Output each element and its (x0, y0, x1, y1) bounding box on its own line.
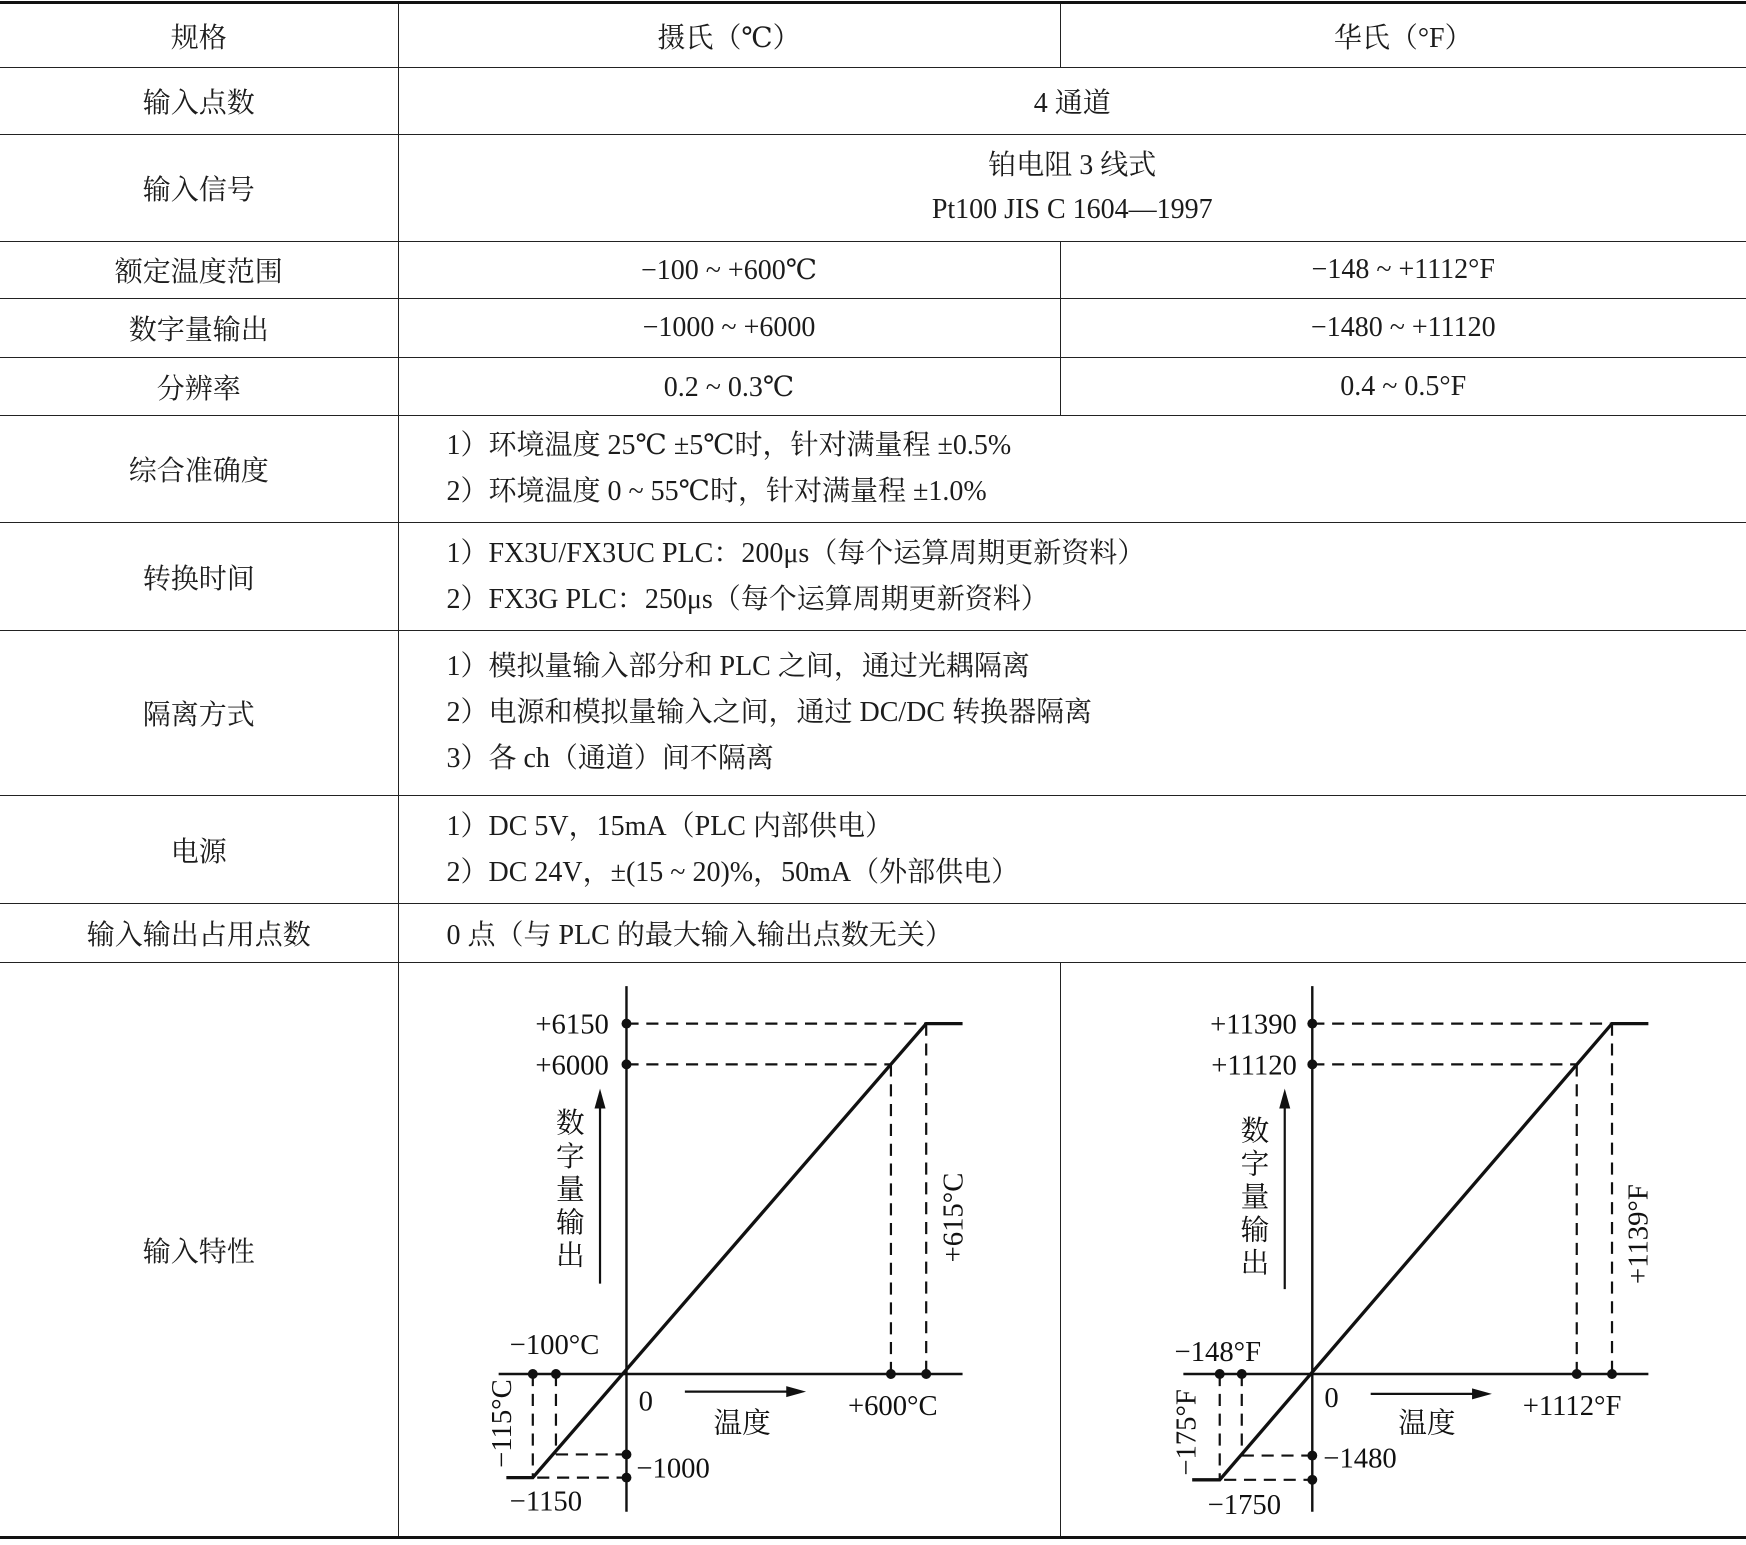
vertical-char: 出 (1240, 1247, 1269, 1280)
x-rated-min-label: −148°F (1174, 1335, 1261, 1368)
row-label: 输入点数 (0, 68, 398, 135)
marker-dot (621, 1449, 631, 1459)
row-label: 分辨率 (0, 358, 398, 416)
origin-label: 0 (1323, 1382, 1339, 1415)
row-label: 输入特性 (0, 963, 398, 1538)
header-spec: 规格 (0, 3, 398, 68)
marker-dot (621, 1019, 631, 1029)
isolation-value (398, 631, 1746, 796)
input-signal-value (398, 135, 1746, 242)
vertical-char: 数 (555, 1107, 585, 1140)
value-line: 铂电阻 3 线式 (988, 150, 1157, 181)
value-line: 2）FX3G PLC：250μs（每个运算周期更新资料） (446, 583, 1049, 615)
arrow-head (786, 1386, 806, 1397)
y-lower-limit-label: −1150 (509, 1485, 582, 1518)
row-power (0, 796, 1746, 904)
row-digital-output (0, 299, 1746, 358)
marker-dot (550, 1369, 560, 1379)
fahrenheit-graph-cell (1060, 963, 1746, 1538)
up-arrow-icon (594, 1089, 605, 1284)
marker-dot (1214, 1369, 1224, 1379)
x-rated-max-label: +1112°F (1522, 1389, 1621, 1422)
y-axis-label (555, 1108, 584, 1272)
value-line: 2）环境温度 0 ~ 55℃时，针对满量程 ±1.0% (446, 476, 987, 507)
y-rated-max-label: +11120 (1210, 1049, 1297, 1082)
arrow-head (1279, 1089, 1290, 1109)
row-label: 输入信号 (0, 135, 398, 242)
row-isolation (0, 631, 1746, 796)
header-fahrenheit: 华氏（°F） (1060, 3, 1746, 68)
row-label: 输入输出占用点数 (0, 904, 398, 963)
fahrenheit-input-graph (1061, 963, 1746, 1536)
up-arrow-icon (1279, 1089, 1290, 1290)
marker-dot (621, 1473, 631, 1483)
y-rated-min-label: −1000 (635, 1452, 710, 1485)
x-upper-limit-label: +615°C (937, 1172, 970, 1263)
row-io-points (0, 904, 1746, 963)
x-rated-max-label: +600°C (847, 1389, 938, 1422)
rated-range-celsius: −100 ~ +600℃ (398, 242, 1060, 299)
row-input-characteristics (0, 963, 1746, 1538)
marker-dot (527, 1369, 537, 1379)
x-lower-limit-label: −115°C (485, 1379, 518, 1468)
vertical-char: 输 (1240, 1214, 1269, 1247)
marker-dot (621, 1059, 631, 1069)
x-axis-label: 温度 (1397, 1407, 1456, 1440)
marker-dot (1571, 1369, 1581, 1379)
x-upper-limit-label: +1139°F (1621, 1184, 1654, 1284)
celsius-graph-cell (398, 963, 1060, 1538)
value-line: 1）环境温度 25℃ ±5℃时，针对满量程 ±0.5% (446, 430, 1012, 461)
vertical-char: 字 (555, 1140, 585, 1173)
y-axis-label (1240, 1115, 1269, 1279)
resolution-celsius: 0.2 ~ 0.3℃ (398, 358, 1060, 416)
row-label: 综合准确度 (0, 416, 398, 523)
marker-dot (921, 1369, 931, 1379)
marker-dot (1307, 1475, 1317, 1485)
input-points-value: 4 通道 (398, 68, 1746, 135)
vertical-char: 出 (555, 1239, 585, 1272)
celsius-input-graph (399, 963, 1060, 1536)
value-line: 1）FX3U/FX3UC PLC：200μs（每个运算周期更新资料） (446, 537, 1146, 569)
header-celsius: 摄氏（℃） (398, 3, 1060, 68)
value-line: 3）各 ch（通道）间不隔离 (446, 743, 774, 774)
x-rated-min-label: −100°C (509, 1329, 599, 1362)
row-label: 电源 (0, 796, 398, 904)
vertical-char: 量 (555, 1173, 585, 1206)
row-resolution (0, 358, 1746, 416)
arrow-head (594, 1089, 605, 1109)
vertical-char: 输 (555, 1206, 585, 1239)
conversion-time-value (398, 523, 1746, 631)
marker-dot (1307, 1059, 1317, 1069)
y-upper-limit-label: +6150 (534, 1008, 609, 1041)
io-points-value: 0 点（与 PLC 的最大输入输出点数无关） (398, 904, 1746, 963)
row-label: 数字量输出 (0, 299, 398, 358)
row-conversion-time (0, 523, 1746, 631)
value-line: 2）DC 24V，±(15 ~ 20)%，50mA（外部供电） (446, 856, 1020, 888)
row-input-points (0, 68, 1746, 135)
right-arrow-icon (1370, 1388, 1491, 1399)
right-arrow-icon (684, 1386, 805, 1397)
digital-output-celsius: −1000 ~ +6000 (398, 299, 1060, 358)
header-row (0, 3, 1746, 68)
vertical-char: 量 (1240, 1181, 1269, 1214)
marker-dot (1607, 1369, 1617, 1379)
y-lower-limit-label: −1750 (1207, 1488, 1281, 1521)
row-label: 额定温度范围 (0, 242, 398, 299)
vertical-char: 字 (1240, 1148, 1269, 1181)
row-label: 隔离方式 (0, 631, 398, 796)
origin-label: 0 (638, 1385, 653, 1418)
value-line: Pt100 JIS C 1604—1997 (931, 194, 1213, 225)
x-lower-limit-label: −175°F (1169, 1389, 1202, 1476)
x-axis-label: 温度 (713, 1407, 771, 1440)
marker-dot (1307, 1019, 1317, 1029)
vertical-char: 数 (1240, 1115, 1269, 1148)
marker-dot (1236, 1369, 1246, 1379)
value-line: 2）电源和模拟量输入之间，通过 DC/DC 转换器隔离 (446, 697, 1093, 728)
digital-output-fahrenheit: −1480 ~ +11120 (1060, 299, 1746, 358)
row-label: 转换时间 (0, 523, 398, 631)
arrow-head (1472, 1388, 1492, 1399)
rated-range-fahrenheit: −148 ~ +1112°F (1060, 242, 1746, 299)
accuracy-value (398, 416, 1746, 523)
row-accuracy (0, 416, 1746, 523)
value-line: 1）DC 5V，15mA（PLC 内部供电） (446, 810, 893, 842)
row-rated-range (0, 242, 1746, 299)
row-input-signal (0, 135, 1746, 242)
power-value (398, 796, 1746, 904)
specification-table (0, 1, 1746, 1539)
y-rated-max-label: +6000 (534, 1049, 609, 1082)
value-line: 1）模拟量输入部分和 PLC 之间，通过光耦隔离 (446, 651, 1030, 682)
resolution-fahrenheit: 0.4 ~ 0.5°F (1060, 358, 1746, 416)
marker-dot (885, 1369, 895, 1379)
y-upper-limit-label: +11390 (1209, 1008, 1297, 1041)
y-rated-min-label: −1480 (1322, 1442, 1397, 1475)
marker-dot (1307, 1451, 1317, 1461)
